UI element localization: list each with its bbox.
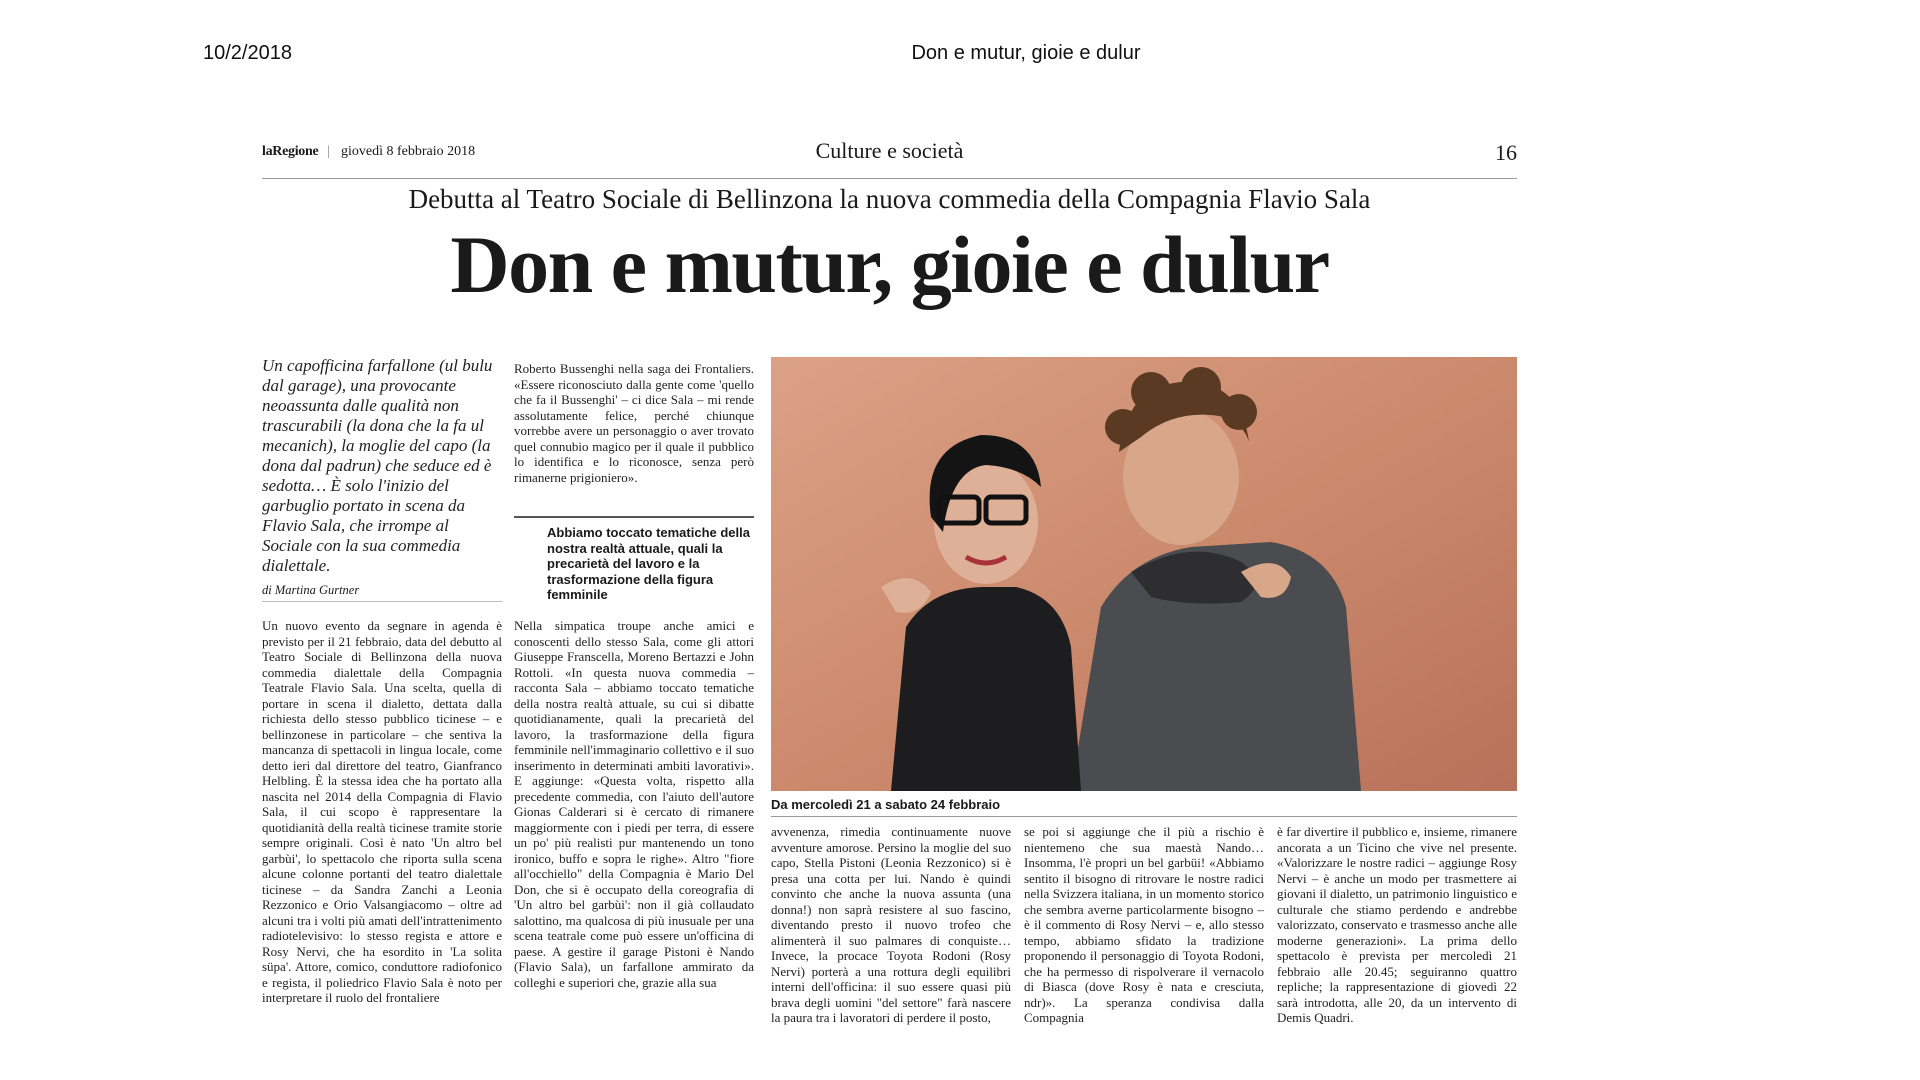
column-text: avvenenza, rimedia continuamente nuove avventure amorose. Persino la moglie del suo capo, Stella Pistoni (Leonia Rezzonico) si è presa una cotta per lui. Nando è quindi convinto che anche la nuova assunta (una donna!) non saprà resistere al suo fascino, diventando presto il nuovo trofeo che alimenterà il suo palmares di conquiste… Invece, la procace Toyota Rodoni (Rosy Nervi) porterà a una rottura degli equilibri interni dell'officina: il suo essere quasi più brava degli uomini "del settore" farà nascere la paura tra i lavoratori di perdere il posto, — [771, 824, 1011, 1025]
print-page-title: Don e mutur, gioie e dulur — [911, 42, 1141, 64]
article-headline: Don e mutur, gioie e dulur — [450, 219, 1329, 310]
column-text: è far divertire il pubblico e, insieme, rimanere ancorata a un Ticino che vive nel presente. «Valorizzare le nostre radici – aggiunge Rosy Nervi – è anche un modo per trasmettere ai giovani il dialetto, un patrimonio linguistico e culturale che stiamo perdendo e andrebbe valorizzato, conservato e trasmesso anche alle moderne generazioni». La prima dello spettacolo è prevista per mercoledì 21 febbraio alle 20.45; seguiranno quattro repliche; la rappresentazione di giovedì 22 sarà introdotta, alle 20, da un intervento di Demis Quadri. — [1277, 824, 1517, 1025]
column-text: Nella simpatica troupe anche amici e conoscenti dello stesso Sala, come gli attori Giuseppe Franscella, Moreno Bertazzi e John Rottoli. «In questa nuova commedia – racconta Sala – abbiamo toccato tematiche della nostra realtà attuale, su cui si dibatte quotidianamente, quali la precarietà del lavoro, la trasformazione della figura femminile nell'immaginario collettivo e il suo inserimento in determinati ambiti lavorativi». E aggiunge: «Questa volta, rispetto alla precedente commedia, con l'aiuto dell'autore Gionas Calderari si è cercato di rimanere maggiormente con i piedi per terra, di essere un po' più realisti pur mantenendo un tono ironico, buffo e sopra le righe». Altro "fiore all'occhiello" della Compagnia è Mario Del Don, che si è occupato della coreografia di 'Un altro bel garbùi': non il già collaudato salottino, ma qualcosa di più inusuale per una scena teatrale come può essere un'officina di paese. A gestire il garage Pistoni è Nando (Flavio Sala), un farfallone ammirato da colleghi e superiori che, grazie alla sua — [514, 618, 754, 990]
photo-illustration — [771, 357, 1517, 791]
newspaper-logo: laRegione — [262, 144, 319, 159]
column-text: Roberto Bussenghi nella saga dei Frontaliers. «Essere riconosciuto dalla gente come 'quello che fa il Bussenghi' – ci dice Sala – mi rende assolutamente felice, perché chiunque vorrebbe avere un personaggio o aver trovato quel connubio magico per il quale il pubblico lo identifica e lo riconosce, senza però rimanerne prigioniero». — [514, 361, 754, 485]
photo-caption: Da mercoledì 21 a sabato 24 febbraio — [771, 797, 1517, 817]
article-column-2-bottom — [514, 618, 754, 990]
article-column-4 — [1024, 824, 1264, 1026]
article-column-3 — [771, 824, 1011, 1026]
newspaper-page — [262, 128, 1517, 1058]
pull-quote — [514, 516, 754, 603]
article-column-2-top — [514, 361, 754, 485]
article-kicker: Debutta al Teatro Sociale di Bellinzona la nuova commedia della Compagnia Flavio Sala — [408, 184, 1371, 214]
issue-date: giovedì 8 febbraio 2018 — [341, 144, 476, 159]
pull-quote-text: Abbiamo toccato tematiche della nostra realtà attuale, quali la precarietà del lavoro e la trasformazione della figura femminile — [547, 525, 750, 602]
article-photo — [771, 357, 1517, 791]
masthead-separator: | — [327, 144, 330, 159]
page-number: 16 — [1495, 140, 1517, 165]
article-lead: Un capofficina farfallone (ul bulu dal garage), una provocante neoassunta dalle qualità non trascurabili (la dona che la fa ul mecanich), la moglie del capo (la dona dal padrun) che seduce ed è sedotta… È solo l'inizio del garbuglio portato in scena da Flavio Sala, che irrompe al Sociale con la sua commedia dialettale. — [262, 356, 493, 575]
article-column-5 — [1277, 824, 1517, 1026]
column-text: Un nuovo evento da segnare in agenda è previsto per il 21 febbraio, data del debutto al Teatro Sociale di Bellinzona della nuova commedia dialettale della Compagnia Teatrale Flavio Sala. Una scelta, quella di portare in scena il dialetto, dettata dalla richiesta dello stesso pubblico ticinese – e bellinzonese in particolare – che sentiva la mancanza di spettacoli in lingua locale, come detto ieri dal direttore del teatro, Gianfranco Helbling. È la stessa idea che ha portato alla nascita nel 2014 della Compagnia di Flavio Sala, il cui scopo è rappresentare la quotidianità della realtà ticinese tramite storie sempre originali. Così è nato 'Un altro bel garbùi', lo spettacolo che riporta sulla scena alcune colonne portanti del teatro dialettale ticinese – da Sandra Zanchi a Leonia Rezzonico e Orio Valsangiacomo – oltre ad alcuni tra i volti più amati dell'intrattenimento radiotelevisivo: lo stesso regista e attore e Rosy Nervi, che ha esordito in 'La solita süpa'. Attore, comico, conduttore radiofonico e regista, il poliedrico Flavio Sala è noto per interpretare il ruolo del frontaliere — [262, 618, 502, 1005]
print-date: 10/2/2018 — [203, 42, 292, 64]
section-title: Culture e società — [815, 138, 964, 163]
masthead — [262, 138, 1517, 179]
article-column-1 — [262, 618, 502, 1006]
article-byline: di Martina Gurtner — [262, 583, 502, 602]
column-text: se poi si aggiunge che il più a rischio è nientemeno che sua maestà Nando… Insomma, l'è propri un bel garbüi! «Abbiamo sentito il bisogno di ritrovare le nostre radici nella Svizzera italiana, in un momento storico che sembra averne particolarmente bisogno – è il commento di Rosy Nervi – e, allo stesso tempo, abbiamo sfidato la tradizione proponendo il personaggio di Toyota Rodoni, che ha permesso di rispolverare il vernacolo di Biasca (dove Rosy è nata e cresciuta, ndr)». La speranza condivisa dalla Compagnia — [1024, 824, 1264, 1025]
